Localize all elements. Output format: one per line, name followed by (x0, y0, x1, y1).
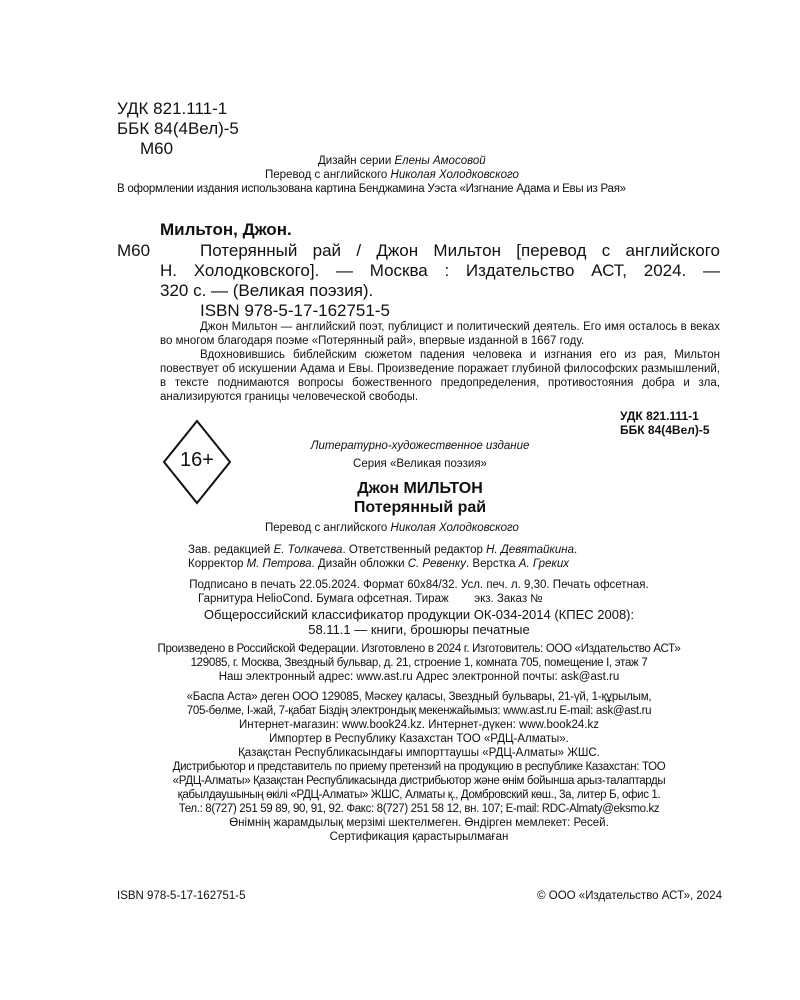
translation-credit (265, 168, 519, 182)
kz-line-11: Сертификация қарастырылмаған (329, 831, 509, 843)
kz-line-2: 705-бөлме, I-жай, 7-қабат Біздің электрондық мекенжайымыз: www.ast.ru E-mail: ask@ast.ru (186, 705, 652, 717)
catalog-line-2: Н. Холодковского]. — Москва : Издательство АСТ, 2024. — (160, 261, 720, 280)
kz-line-5: Қазақстан Республикасындағы импорттаушы «РДЦ-Алматы» ЖШС. (238, 747, 600, 759)
edition-type: Литературно-художественное издание (310, 440, 530, 452)
series-designer-name: Елены Амосовой (394, 155, 486, 167)
layout-name: А. Греких (518, 558, 569, 570)
bbk-code: ББК 84(4Вел)-5 (117, 119, 239, 138)
age-rating-label: 16+ (180, 449, 214, 471)
edition-series: Серия «Великая поэзия» (353, 458, 487, 470)
manufacturer-line-2: 129085, г. Москва, Звездный бульвар, д. 21, строение 1, комната 705, помещение I, этаж 7 (190, 657, 648, 669)
kz-line-3: Интернет-магазин: www.book24.kz. Интернет-дүкен: www.book24.kz (239, 719, 599, 731)
kz-line-1: «Баспа Аста» деген ООО 129085, Мәскеу қаласы, Звездный бульвары, 21-үй, 1-құрылым, (186, 691, 652, 703)
kz-line-7: «РДЦ-Алматы» Қазақстан Республикасында дистрибьютор және өнім бойынша арыз-талаптарды (172, 775, 666, 787)
manufacturer-line-1: Произведено в Российской Федерации. Изготовлено в 2024 г. Изготовитель: ООО «Издательство АСТ» (157, 643, 681, 655)
series-design-credit (318, 154, 486, 168)
print-info-line-4: 58.11.1 — книги, брошюры печатные (308, 622, 530, 637)
catalog-line-3: 320 с. — (Великая поэзия). (160, 281, 374, 300)
udk-code: УДК 821.111-1 (117, 99, 228, 118)
editor-resp-name: Н. Девятайкина (486, 544, 574, 556)
edition-translator-name: Николая Холодковского (390, 522, 519, 534)
translation-label: Перевод с английского (265, 169, 388, 181)
annotation-paragraph-2: Вдохновившись библейским сюжетом падения человека и изгнания его из рая, Мильтон повествует об искушении Адама и Евы. Произведение поражает глубиной философских размышлений, в тексте поднимаются вопросы божественного предопределения, противостояния добра и зла, анализируются границы человеческой свободы. (160, 349, 720, 403)
staff-line-1: Зав. редакцией Е. Толкачева. Ответственный редактор Н. Девятайкина. (188, 544, 578, 556)
catalog-line-1: Потерянный рай / Джон Мильтон [перевод с английского (200, 241, 720, 260)
footer-isbn: ISBN 978-5-17-162751-5 (117, 890, 246, 902)
author-mark: М60 (140, 139, 174, 158)
edition-author: Джон МИЛЬТОН (357, 480, 483, 497)
print-info-line-2: Гарнитура HelioCond. Бумага офсетная. Тираж экз. Заказ № (198, 593, 543, 605)
age-rating-badge (162, 419, 232, 505)
translator-name: Николая Холодковского (390, 169, 519, 181)
cover-designer-name: С. Ревенку (407, 558, 467, 570)
kz-line-4: Импортер в Республику Казахстан ТОО «РДЦ-Алматы». (269, 733, 569, 745)
edition-title: Потерянный рай (353, 499, 487, 516)
editor-resp-label: . Ответственный редактор (342, 544, 483, 556)
udk-repeat: УДК 821.111-1 (620, 409, 699, 423)
series-design-label: Дизайн серии (318, 155, 392, 167)
editor-head-name: Е. Толкачева (273, 544, 343, 556)
kz-line-9: Тел.: 8(727) 251 59 89, 90, 91, 92. Факс: 8(727) 251 58 12, вн. 107; E-mail: RDC-Almaty@eksmo.kz (178, 803, 660, 815)
corrector-name: М. Петрова (246, 558, 312, 570)
kz-line-10: Өнімнің жарамдылық мерзімі шектелмеген. Өндірген мемлекет: Ресей. (229, 817, 609, 829)
bbk-repeat: ББК 84(4Вел)-5 (620, 423, 710, 437)
manufacturer-line-3: Наш электронный адрес: www.ast.ru Адрес электронной почты: ask@ast.ru (218, 671, 620, 683)
cover-design-label: . Дизайн обложки (311, 558, 405, 570)
catalog-author-heading: Мильтон, Джон. (160, 220, 292, 239)
print-info-line-3: Общероссийский классификатор продукции ОК-034-2014 (КПЕС 2008): (203, 607, 635, 622)
kz-line-6: Дистрибьютор и представитель по приему претензий на продукцию в республике Казахстан: ТОО (172, 761, 666, 773)
edition-translation-credit (265, 521, 519, 535)
staff-line-2 (188, 557, 569, 571)
catalog-isbn: ISBN 978-5-17-162751-5 (200, 301, 390, 320)
annotation-paragraph-1: Джон Мильтон — английский поэт, публицист и политический деятель. Его имя осталось в веках во многом благодаря поэме «Потерянный рай», впервые изданной в 1667 году. (160, 321, 720, 347)
footer-copyright: © ООО «Издательство АСТ», 2024 (537, 890, 722, 902)
catalog-author-mark: М60 (117, 241, 151, 260)
kz-line-8: қабылдаушының өкілі «РДЦ-Алматы» ЖШС, Алматы қ., Домбровский көш., 3а, литер Б, офис 1. (177, 789, 661, 801)
edition-translation-label: Перевод с английского (265, 522, 388, 534)
cover-art-credit: В оформлении издания использована картина Бенджамина Уэста «Изгнание Адама и Евы из Рая» (117, 183, 626, 195)
print-info-line-1: Подписано в печать 22.05.2024. Формат 60х84/32. Усл. печ. л. 9,30. Печать офсетная. (189, 579, 649, 591)
editor-head-label: Зав. редакцией (188, 544, 271, 556)
corrector-label: Корректор (188, 558, 244, 570)
layout-label: . Верстка (466, 558, 516, 570)
